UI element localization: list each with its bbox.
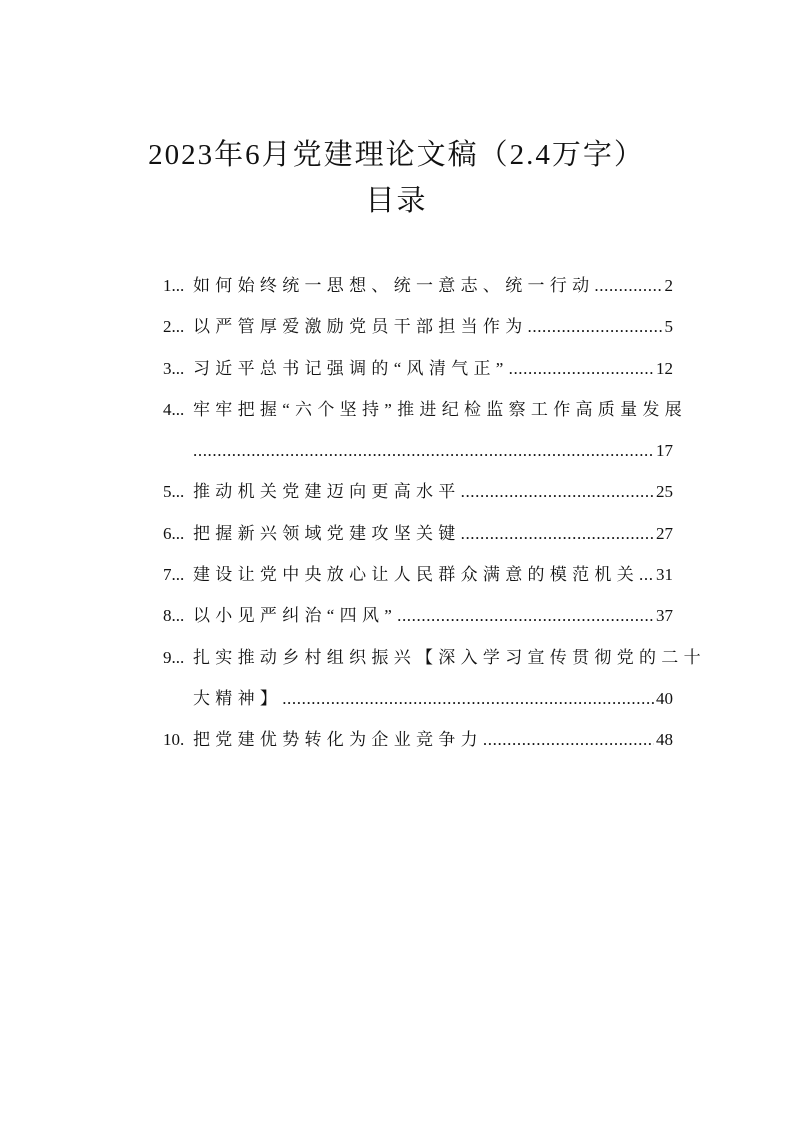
table-of-contents — [163, 265, 706, 761]
toc-entry-title: 建设让党中央放心让人民群众满意的模范机关 — [193, 565, 639, 585]
dot-leader — [282, 678, 654, 719]
document-title: 2023年6月党建理论文稿（2.4万字） — [148, 139, 645, 171]
toc-entry-page: 5 — [664, 317, 673, 337]
toc-entry-page: 12 — [656, 358, 673, 378]
toc-entry[interactable] — [163, 513, 673, 554]
toc-entry-page: 31 — [656, 565, 673, 585]
toc-entry-title: 推动机关党建迈向更高水平 — [193, 482, 461, 502]
toc-entry-title: 以小见严纠治“四风” — [193, 606, 398, 626]
toc-entry[interactable] — [163, 637, 706, 678]
toc-entry-page: 2 — [664, 276, 673, 295]
toc-entry[interactable] — [163, 348, 673, 389]
toc-entry-number: 3... — [163, 358, 185, 378]
toc-entry-continuation[interactable] — [163, 430, 673, 471]
toc-entry-number: 6... — [163, 523, 185, 543]
toc-entry-number: 5... — [163, 482, 185, 502]
toc-entry-title: 牢牢把握“六个坚持”推进纪检监察工作高质量发展 — [193, 399, 687, 419]
dot-leader — [461, 471, 654, 512]
toc-entry[interactable] — [163, 719, 673, 760]
toc-entry-page: 25 — [656, 482, 673, 502]
toc-entry-title-cont: 大精神】 — [193, 688, 283, 708]
dot-leader — [639, 554, 654, 595]
toc-entry-title: 把握新兴领域党建攻坚关键 — [193, 523, 461, 543]
toc-entry-number: 7... — [163, 565, 185, 585]
toc-entry[interactable] — [163, 265, 673, 306]
dot-leader — [483, 719, 654, 760]
toc-entry-title: 如何始终统一思想、统一意志、统一行动 — [193, 276, 595, 295]
toc-entry-number: 9... — [163, 647, 185, 667]
dot-leader — [397, 595, 654, 636]
toc-entry-page: 48 — [656, 730, 673, 750]
toc-entry-number: 2... — [163, 317, 185, 337]
toc-entry[interactable] — [163, 595, 673, 636]
toc-entry[interactable] — [163, 389, 687, 430]
toc-entry-title: 以严管厚爱激励党员干部担当作为 — [193, 317, 528, 337]
dot-leader — [461, 513, 654, 554]
toc-entry-number: 8... — [163, 606, 185, 626]
toc-entry[interactable] — [163, 471, 673, 512]
toc-entry[interactable] — [163, 554, 673, 595]
toc-entry-title: 扎实推动乡村组织振兴【深入学习宣传贯彻党的二十 — [193, 647, 706, 667]
toc-entry-page: 37 — [656, 606, 673, 626]
dot-leader — [193, 430, 654, 471]
dot-leader — [528, 306, 663, 347]
toc-heading: 目录 — [365, 185, 428, 217]
toc-entry-number: 1... — [163, 276, 185, 295]
toc-entry-page: 17 — [656, 441, 673, 461]
toc-entry-continuation[interactable] — [163, 678, 673, 719]
toc-entry-page: 27 — [656, 523, 673, 543]
toc-entry-title: 习近平总书记强调的“风清气正” — [193, 358, 509, 378]
dot-leader — [594, 265, 662, 306]
toc-entry[interactable] — [163, 306, 673, 347]
toc-entry-number: 10. — [163, 730, 185, 750]
dot-leader — [509, 348, 654, 389]
toc-entry-title: 把党建优势转化为企业竞争力 — [193, 730, 483, 750]
toc-entry-page: 40 — [656, 688, 673, 708]
toc-entry-number: 4... — [163, 399, 185, 419]
